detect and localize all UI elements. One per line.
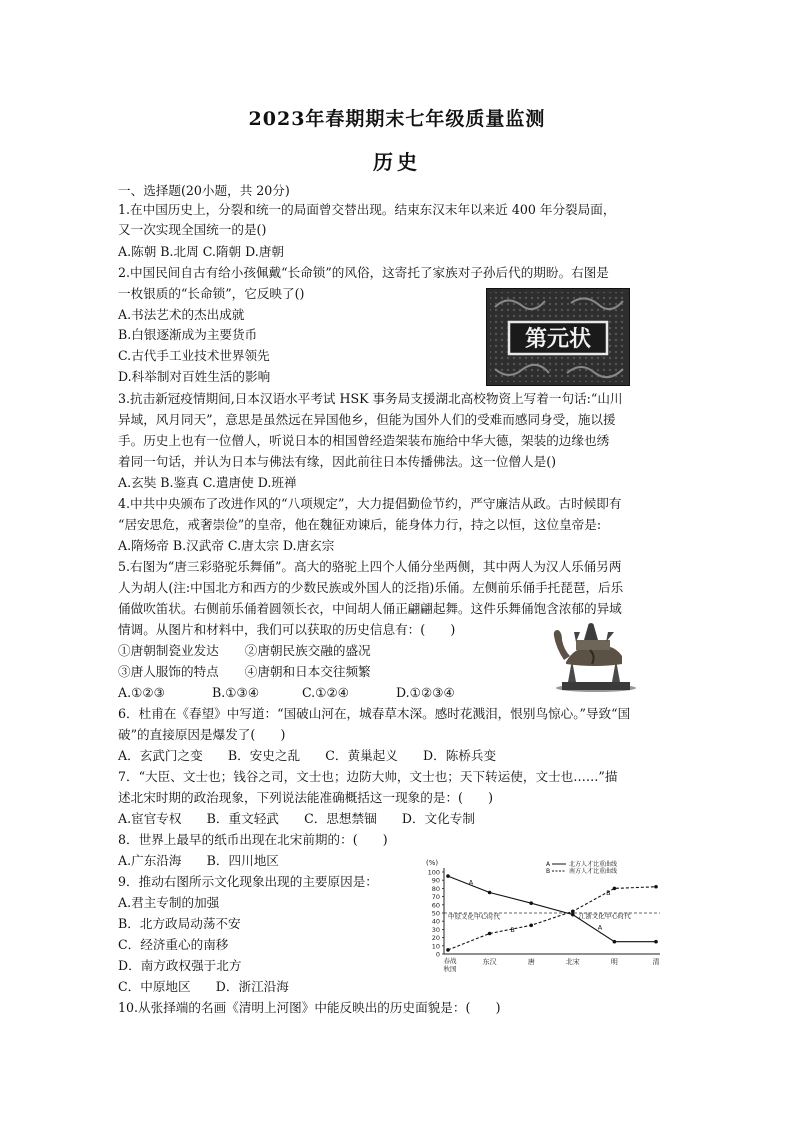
- legend-label-south: 南方人才比重曲线: [569, 868, 618, 876]
- question-5-line-4: 情调。从图片和材料中，我们可以获取的历史信息有：( ): [118, 622, 456, 637]
- question-2-line-1: 2.中国民间自古有给小孩佩戴“长命锁”的风俗，这寄托了家族对子孙后代的期盼。右图是: [118, 265, 609, 280]
- question-3-line-2: 异域，风月同天”，意思是虽然远在异国他乡，但能为国外人们的受难而感同身受，施以援: [118, 412, 616, 427]
- question-2-option-a: A.书法艺术的杰出成就: [118, 307, 245, 322]
- question-9-option-c: C．经济重心的南移: [118, 937, 229, 952]
- annotation-jiangzhe: 江浙文化中心时代: [578, 911, 631, 920]
- question-10-line-1: 10.从张择端的名画《清明上河图》中能反映出的历史面貌是：( ): [118, 1000, 501, 1015]
- series-marker-a: A: [468, 878, 474, 887]
- question-5-items-row-2: [118, 663, 371, 681]
- x-tick-label: 秋国: [443, 965, 457, 973]
- north-talent-line: [448, 876, 656, 942]
- talent-ratio-chart: [422, 858, 668, 980]
- question-5-item-2: ②唐朝民族交融的盛况: [244, 643, 371, 658]
- south-talent-point: [613, 887, 617, 891]
- y-axis-label: (%): [426, 859, 439, 867]
- y-tick-label: 80: [431, 884, 440, 893]
- question-5-items-row-1: [118, 642, 371, 660]
- north-talent-point: [529, 901, 533, 905]
- y-tick-label: 90: [431, 876, 440, 885]
- question-7-line-1: 7．“大臣、文士也；钱谷之司，文士也；边防大帅，文士也；天下转运使，文士也……”描: [118, 769, 618, 784]
- legend-marker-b: B: [546, 868, 551, 875]
- x-tick-label: 北宋: [565, 958, 580, 966]
- legend-label-north: 北方人才比重曲线: [569, 861, 618, 869]
- series-marker-b: B: [510, 925, 515, 934]
- question-3-line-4: 着同一句话，并认为日本与佛法有缘，因此前往日本传播佛法。这一位僧人是(): [118, 454, 557, 469]
- x-tick-label: 唐: [527, 958, 535, 966]
- question-6-options: A．玄武门之变 B．安史之乱 C．黄巢起义 D．陈桥兵变: [118, 748, 497, 763]
- question-9-option-a: A.君主专制的加强: [118, 895, 220, 910]
- question-2-option-c: C.古代手工业技术世界领先: [118, 348, 270, 363]
- question-5-option-b: B.①③④: [212, 685, 260, 700]
- y-tick-label: 20: [431, 934, 440, 943]
- longevity-lock-image: [486, 288, 630, 386]
- question-8-options-continued: C．中原地区 D．浙江沿海: [118, 979, 289, 994]
- north-talent-point: [571, 913, 575, 917]
- question-2-line-2: 一枚银质的“长命锁”，它反映了(): [118, 286, 305, 301]
- question-5-options: [118, 684, 455, 702]
- question-1-options: A.陈朝 B.北周 C.隋朝 D.唐朝: [118, 244, 284, 259]
- question-8-line-1: 8．世界上最早的纸币出现在北宋前期的：( ): [118, 832, 388, 847]
- annotation-central-plains: 中原文化中心时代: [448, 912, 500, 921]
- question-2-option-b: B.白银逐渐成为主要货币: [118, 327, 258, 342]
- question-3-options: A.玄奘 B.鉴真 C.遣唐使 D.班禅: [118, 475, 297, 490]
- south-talent-point: [654, 885, 658, 889]
- question-5-line-2: 人为胡人(注:中国北方和西方的少数民族或外国人的泛指)乐俑。左侧前乐俑手托琵琶，后乐: [118, 580, 624, 595]
- section-heading: 一、选择题(20小题，共 20分): [118, 183, 290, 198]
- page-title: 2023年春期期末七年级质量监测: [248, 108, 546, 130]
- lock-inscription: 第元状: [524, 326, 592, 352]
- question-9-option-d: D．南方政权强于北方: [118, 958, 242, 973]
- legend-marker-a: A: [546, 861, 551, 868]
- y-tick-label: 100: [427, 868, 440, 877]
- question-2-option-d: D.科举制对百姓生活的影响: [118, 369, 271, 384]
- question-5-option-a: A.①②③: [118, 685, 165, 700]
- question-4-line-1: 4.中共中央颁布了改进作风的“八项规定”，大力提倡勤俭节约，严守廉洁从政。古时候即有: [118, 496, 622, 511]
- question-5-line-3: 俑做吹笛状。右侧前乐俑着圆领长衣，中间胡人俑正翩翩起舞。这件乐舞俑饱含浓郁的异域: [118, 601, 622, 616]
- north-talent-point: [488, 891, 492, 895]
- question-5-item-3: ③唐人服饰的特点: [118, 664, 219, 679]
- y-tick-label: 40: [431, 917, 440, 926]
- series-marker-b-late: B: [606, 888, 611, 897]
- question-3-line-1: 3.抗击新冠疫情期间,日本汉语水平考试 HSK 事务局支援湖北高校物资上写着一句话:“山川: [118, 391, 623, 406]
- question-5-line-1: 5.右图为“唐三彩骆驼乐舞俑”。高大的骆驼上四个人俑分坐两侧，其中两人为汉人乐俑另两: [118, 559, 622, 574]
- series-marker-a-late: A: [597, 923, 603, 932]
- y-tick-label: 50: [431, 909, 440, 918]
- question-6-line-2: 破”的直接原因是爆发了( ): [118, 727, 286, 742]
- north-talent-point: [446, 874, 450, 878]
- y-tick-label: 60: [431, 901, 440, 910]
- question-9-line-1: 9．推动右图所示文化现象出现的主要原因是：: [118, 874, 378, 889]
- y-tick-label: 0: [435, 950, 440, 959]
- x-tick-label: 清: [652, 958, 660, 966]
- question-6-line-1: 6．杜甫在《春望》中写道：“国破山河在，城春草木深。感时花溅泪，恨别鸟惊心。”导致“国: [118, 706, 631, 721]
- x-tick-label: 明: [610, 958, 618, 966]
- question-3-line-3: 手。历史上也有一位僧人，听说日本的相国曾经造架装布施给中华大德，架装的边缘也绣: [118, 433, 610, 448]
- north-talent-point: [613, 940, 617, 944]
- y-tick-label: 30: [431, 925, 440, 934]
- question-7-line-2: 述北宋时期的政治现象，下列说法能准确概括这一现象的是：( ): [118, 790, 494, 805]
- question-5-option-c: C.①②④: [302, 685, 350, 700]
- x-tick-label: 东汉: [482, 958, 497, 966]
- y-tick-label: 10: [431, 942, 440, 951]
- question-7-options: A.宦官专权 B．重文轻武 C．思想禁锢 D．文化专制: [118, 811, 475, 826]
- question-9-option-b: B．北方政局动荡不安: [118, 916, 241, 931]
- question-4-options: A.隋炀帝 B.汉武帝 C.唐太宗 D.唐玄宗: [118, 538, 335, 553]
- north-talent-point: [654, 940, 658, 944]
- south-talent-point: [529, 924, 533, 928]
- subject-title: 历史: [373, 150, 421, 174]
- south-talent-point: [446, 948, 450, 952]
- question-1-line-2: 又一次实现全国统一的是(): [118, 222, 267, 237]
- question-5-item-4: ④唐朝和日本交往频繁: [244, 664, 371, 679]
- question-5-option-d: D.①②③④: [396, 685, 455, 700]
- question-8-options: A.广东沿海 B．四川地区: [118, 853, 279, 868]
- question-4-line-2: “居安思危，戒奢崇俭”的皇帝，他在魏征劝谏后，能身体力行，持之以恒，这位皇帝是:: [118, 517, 602, 532]
- x-tick-label: 春战: [443, 957, 457, 965]
- south-talent-point: [571, 910, 575, 914]
- question-5-item-1: ①唐朝制瓷业发达: [118, 643, 219, 658]
- south-talent-point: [488, 932, 492, 936]
- question-1-line-1: 1.在中国历史上，分裂和统一的局面曾交替出现。结束东汉末年以来近 400 年分裂局面，: [118, 202, 616, 217]
- y-tick-label: 70: [431, 893, 440, 902]
- tang-sancai-camel-image: [546, 622, 642, 696]
